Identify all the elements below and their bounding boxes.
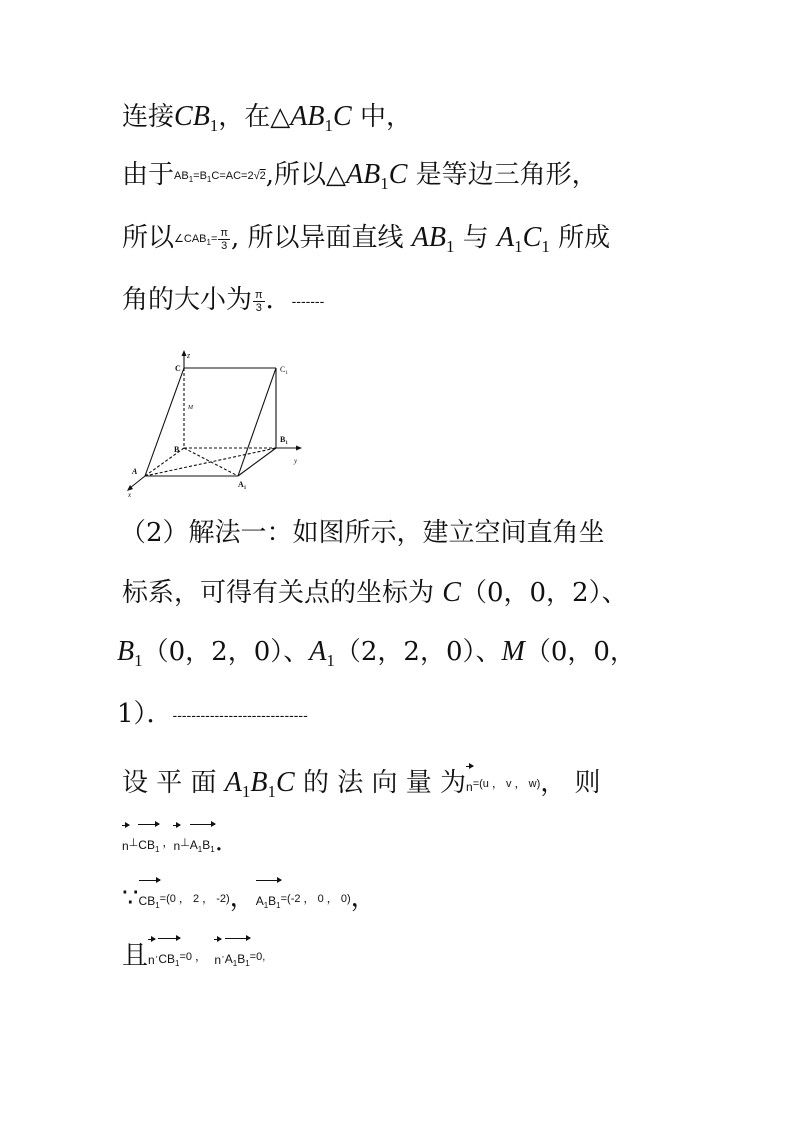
math-var: C (333, 101, 352, 132)
subscript: 1 (134, 651, 143, 670)
angle-sub: 1 (206, 237, 211, 247)
vector-label: B (268, 894, 277, 908)
math-var: AB (290, 101, 325, 132)
text: 与 (454, 223, 498, 253)
vector-label: A (189, 838, 198, 852)
vector-n (466, 765, 473, 803)
math-var: C (276, 767, 295, 798)
vector-arrow (138, 824, 159, 825)
text: 角的大小为 (122, 285, 253, 315)
vector-label: n (466, 780, 473, 794)
vector-label: CB (138, 838, 155, 852)
vector-cb1 (158, 937, 179, 977)
sqrt-sign: √ (253, 169, 260, 182)
text-line-1 (122, 101, 412, 136)
label-c1: $C_1$ (280, 365, 288, 376)
numerator: π (220, 226, 228, 239)
vector-label: CB (158, 952, 176, 966)
separator: ， (159, 837, 174, 849)
math-var: A (224, 767, 242, 798)
subscript: 1 (326, 651, 335, 670)
edge-c1-a1 (238, 368, 276, 476)
text: 设 平 面 (122, 768, 225, 798)
vector-arrow (256, 880, 281, 881)
vector-sub: 1 (263, 901, 269, 910)
text: （2，2，0）、 (334, 637, 502, 667)
equation-inline (174, 170, 266, 182)
text: 1）． (117, 699, 173, 729)
vector-sub: 1 (232, 959, 238, 968)
vector-a1b1 (190, 823, 215, 863)
vector-sub: 1 (155, 901, 160, 910)
vector-n (122, 824, 129, 862)
label-y: y (294, 457, 298, 465)
text: （0，0，2）、 (460, 578, 628, 608)
text: 所以 (122, 223, 175, 253)
equation: =0 ， (179, 951, 207, 963)
text-line-2 (122, 159, 598, 194)
label-a: A (132, 467, 138, 476)
eq-sub: 1 (206, 174, 212, 184)
x-axis (130, 476, 145, 488)
vector-label: B (202, 838, 211, 852)
fraction (253, 289, 265, 314)
z-arrow-icon (182, 350, 187, 356)
perp-symbol: ⊥ (128, 837, 139, 849)
subscript: 1 (324, 116, 334, 135)
vector-arrow (173, 825, 180, 826)
numerator: π (255, 288, 263, 301)
text-line-12 (122, 937, 265, 977)
prism-figure (118, 346, 313, 498)
vector-cb1 (138, 823, 159, 863)
math-var: AB (411, 222, 446, 253)
vector-sub: 1 (210, 845, 215, 854)
text-line-6 (122, 577, 628, 609)
angle-expression (174, 233, 217, 245)
subscript: 1 (380, 174, 389, 193)
vector-label: A (224, 952, 233, 966)
vector-sub: 1 (197, 845, 203, 854)
math-var: C (388, 159, 408, 190)
dash-separator: ----------------------------- (172, 707, 308, 723)
text: 的 法 向 量 为 (294, 768, 467, 798)
label-c: C (175, 364, 181, 373)
because-symbol: ∵ (122, 883, 139, 913)
text-line-3 (122, 222, 610, 257)
vector-label: n (173, 839, 181, 853)
denominator: 3 (255, 301, 262, 314)
text: 中， (351, 102, 412, 132)
text-line-9 (122, 765, 601, 803)
eq-part: AB (174, 169, 189, 182)
subscript: 1 (267, 782, 277, 801)
math-var: A (497, 222, 515, 253)
equals: = (210, 232, 218, 245)
text: （0，0， (524, 637, 636, 667)
math-var: C (522, 222, 542, 253)
vector-n (214, 938, 221, 976)
text: ， (350, 883, 377, 913)
text: ,所以△ (265, 160, 347, 190)
subscript: 1 (541, 237, 550, 256)
vector-sub: 1 (276, 901, 281, 910)
text: , 所以异面直线 (230, 223, 412, 253)
text: ， (229, 883, 256, 913)
text: 且 (122, 941, 149, 971)
text-line-5 (120, 517, 605, 549)
label-b1: $B_1$ (280, 435, 288, 446)
label-x: x (128, 491, 132, 498)
vector-cb1 (139, 879, 160, 919)
vector-arrow (158, 938, 179, 939)
subscript: 1 (241, 782, 251, 801)
vector-label: B (237, 952, 246, 966)
vector-a1b1 (256, 879, 281, 919)
eq-sub: 1 (188, 174, 194, 184)
text-line-11 (122, 879, 377, 919)
math-var: CB (174, 101, 210, 132)
dot-symbol: · (154, 951, 159, 963)
label-a1: $A_1$ (238, 480, 247, 491)
vector-label: n (122, 839, 129, 853)
vector-arrow (122, 825, 129, 826)
label-b: B (174, 445, 180, 454)
text: 标系，可得有关点的坐标为 (122, 578, 443, 608)
y-arrow-icon (296, 446, 302, 451)
vector-a1b1 (225, 937, 250, 977)
math-var: AB (346, 159, 381, 190)
text: ． (265, 285, 292, 315)
vector-label: CB (138, 894, 156, 908)
vector-components: =(0 ， 2 ， -2) (159, 893, 230, 905)
vector-label: n (148, 953, 155, 967)
edge-a1-b1 (238, 448, 276, 476)
vector-sub: 1 (154, 845, 160, 854)
math-var: B (117, 636, 135, 667)
text: （0，2，0）、 (142, 637, 310, 667)
vector-components: =(-2 ， 0 ， 0) (280, 893, 351, 905)
text-line-7 (117, 636, 636, 671)
text: 是等边三角形， (407, 160, 598, 190)
vector-components: =(u ， v ， w) (472, 778, 541, 790)
eq-part: =B (193, 169, 207, 182)
dash-separator: ------- (291, 293, 325, 309)
label-z: z (187, 351, 191, 360)
vector-n (148, 938, 155, 976)
text-line-8 (117, 698, 308, 731)
angle: ∠CAB (174, 232, 207, 245)
sqrt-value: 2 (259, 169, 266, 182)
vector-arrow (225, 938, 250, 939)
vector-sub: 1 (245, 959, 250, 968)
equation: =0, (249, 951, 266, 963)
math-var: M (501, 636, 525, 667)
text: ，在△ (218, 102, 291, 132)
math-var: C (442, 577, 461, 608)
text: 所成 (549, 223, 611, 253)
vector-sub: 1 (175, 959, 180, 968)
text: ， 则 (540, 768, 601, 798)
fraction (218, 227, 230, 252)
label-m: M (188, 405, 193, 411)
subscript: 1 (514, 237, 523, 256)
perp-symbol: ⊥ (180, 837, 190, 849)
subscript: 1 (209, 116, 219, 135)
text: 由于 (122, 160, 175, 190)
text: . (214, 827, 223, 857)
vector-arrow (148, 939, 155, 940)
vector-arrow (139, 880, 160, 881)
math-var: A (309, 636, 327, 667)
edge-c-a (145, 368, 184, 476)
vector-label: n (214, 953, 222, 967)
eq-part: C=AC=2 (211, 169, 254, 182)
text-line-10 (122, 823, 223, 863)
vector-arrow (190, 824, 215, 825)
text: （2）解法一：如图所示，建立空间直角坐 (120, 518, 605, 548)
denominator: 3 (221, 239, 228, 252)
subscript: 1 (446, 237, 455, 256)
vector-arrow (466, 766, 473, 767)
dot-symbol: · (221, 951, 225, 963)
math-var: B (250, 767, 268, 798)
vector-n (173, 824, 180, 862)
text-line-4 (122, 284, 324, 317)
vector-label: A (255, 894, 264, 908)
vector-arrow (214, 939, 221, 940)
text: 连接 (122, 102, 175, 132)
